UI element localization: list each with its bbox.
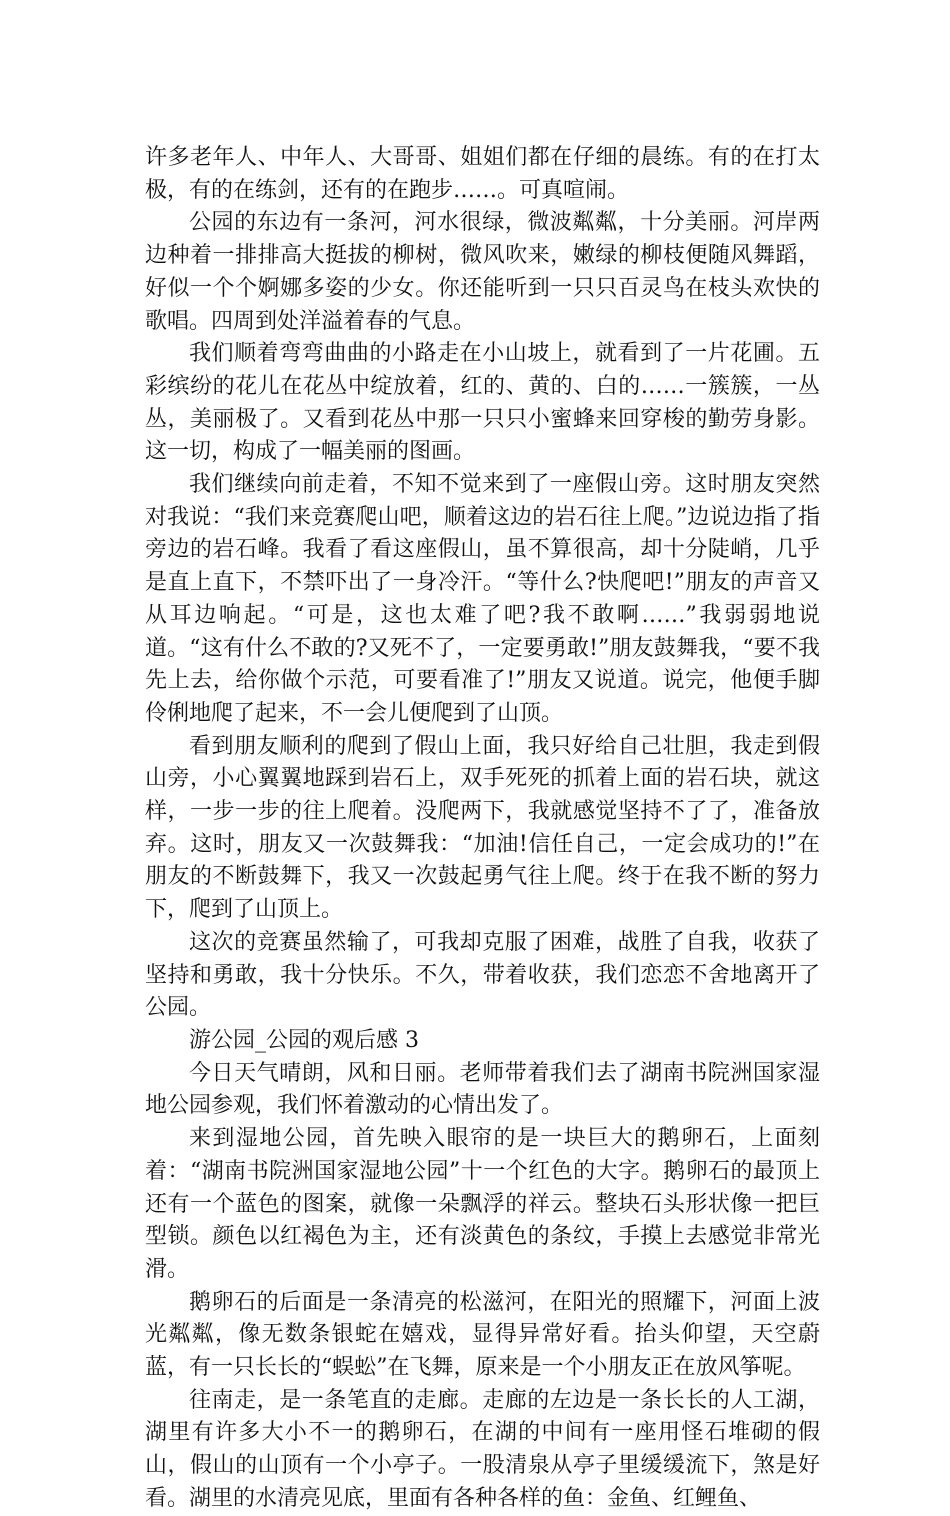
section-title: 游公园_公园的观后感 3 [189, 1027, 419, 1053]
paragraph: 鹅卵石的后面是一条清亮的松滋河，在阳光的照耀下，河面上波光粼粼，像无数条银蛇在嬉戏，显得异常好看。抬头仰望，天空蔚蓝，有一只长长的“蜈蚣”在飞舞，原来是一个小朋友正在放风筝呢。 [145, 1289, 820, 1381]
paragraph: 许多老年人、中年人、大哥哥、姐姐们都在仔细的晨练。有的在打太极，有的在练剑，还有的在跑步……。可真喧闹。 [145, 145, 820, 203]
paragraph: 公园的东边有一条河，河水很绿，微波粼粼，十分美丽。河岸两边种着一排排高大挺拔的柳树，微风吹来，嫩绿的柳枝便随风舞蹈，好似一个个婀娜多姿的少女。你还能听到一只只百灵鸟在枝头欢快的歌唱。四周到处洋溢着春的气息。 [145, 210, 820, 334]
paragraph: 我们顺着弯弯曲曲的小路走在小山坡上，就看到了一片花圃。五彩缤纷的花儿在花丛中绽放着，红的、黄的、白的……一簇簇，一丛丛，美丽极了。又看到花丛中那一只只小蜜蜂来回穿梭的勤劳身影。这一切，构成了一幅美丽的图画。 [145, 341, 820, 465]
paragraph: 这次的竞赛虽然输了，可我却克服了困难，战胜了自我，收获了坚持和勇敢，我十分快乐。不久，带着收获，我们恋恋不舍地离开了公园。 [145, 929, 820, 1021]
document-body [145, 142, 820, 1516]
paragraph: 往南走，是一条笔直的走廊。走廊的左边是一条长长的人工湖，湖里有许多大小不一的鹅卵石，在湖的中间有一座用怪石堆砌的假山，假山的山顶有一个小亭子。一股清泉从亭子里缓缓流下，煞是好看。湖里的水清亮见底，里面有各种各样的鱼：金鱼、红鲤鱼、 [145, 1387, 820, 1511]
paragraph: 看到朋友顺利的爬到了假山上面，我只好给自己壮胆，我走到假山旁，小心翼翼地踩到岩石上，双手死死的抓着上面的岩石块，就这样，一步一步的往上爬着。没爬两下，我就感觉坚持不了了，准备放弃。这时，朋友又一次鼓舞我：“加油!信任自己，一定会成功的!”在朋友的不断鼓舞下，我又一次鼓起勇气往上爬。终于在我不断的努力下，爬到了山顶上。 [145, 733, 820, 923]
paragraph: 我们继续向前走着，不知不觉来到了一座假山旁。这时朋友突然对我说：“我们来竞赛爬山吧，顺着这边的岩石往上爬。”边说边指了指旁边的岩石峰。我看了看这座假山，虽不算很高，却十分陡峭，几乎是直上直下，不禁吓出了一身冷汗。“等什么?快爬吧!”朋友的声音又从耳边响起。“可是，这也太难了吧?我不敢啊……”我弱弱地说道。“这有什么不敢的?又死不了，一定要勇敢!”朋友鼓舞我，“要不我先上去，给你做个示范，可要看准了!”朋友又说道。说完，他便手脚伶俐地爬了起来，不一会儿便爬到了山顶。 [145, 472, 820, 726]
paragraph: 来到湿地公园，首先映入眼帘的是一块巨大的鹅卵石，上面刻着：“湖南书院洲国家湿地公园”十一个红色的大字。鹅卵石的最顶上还有一个蓝色的图案，就像一朵飘浮的祥云。整块石头形状像一把巨型锁。颜色以红褐色为主，还有淡黄色的条纹，手摸上去感觉非常光滑。 [145, 1126, 820, 1282]
paragraph: 今日天气晴朗，风和日丽。老师带着我们去了湖南书院洲国家湿地公园参观，我们怀着激动的心情出发了。 [145, 1060, 820, 1119]
